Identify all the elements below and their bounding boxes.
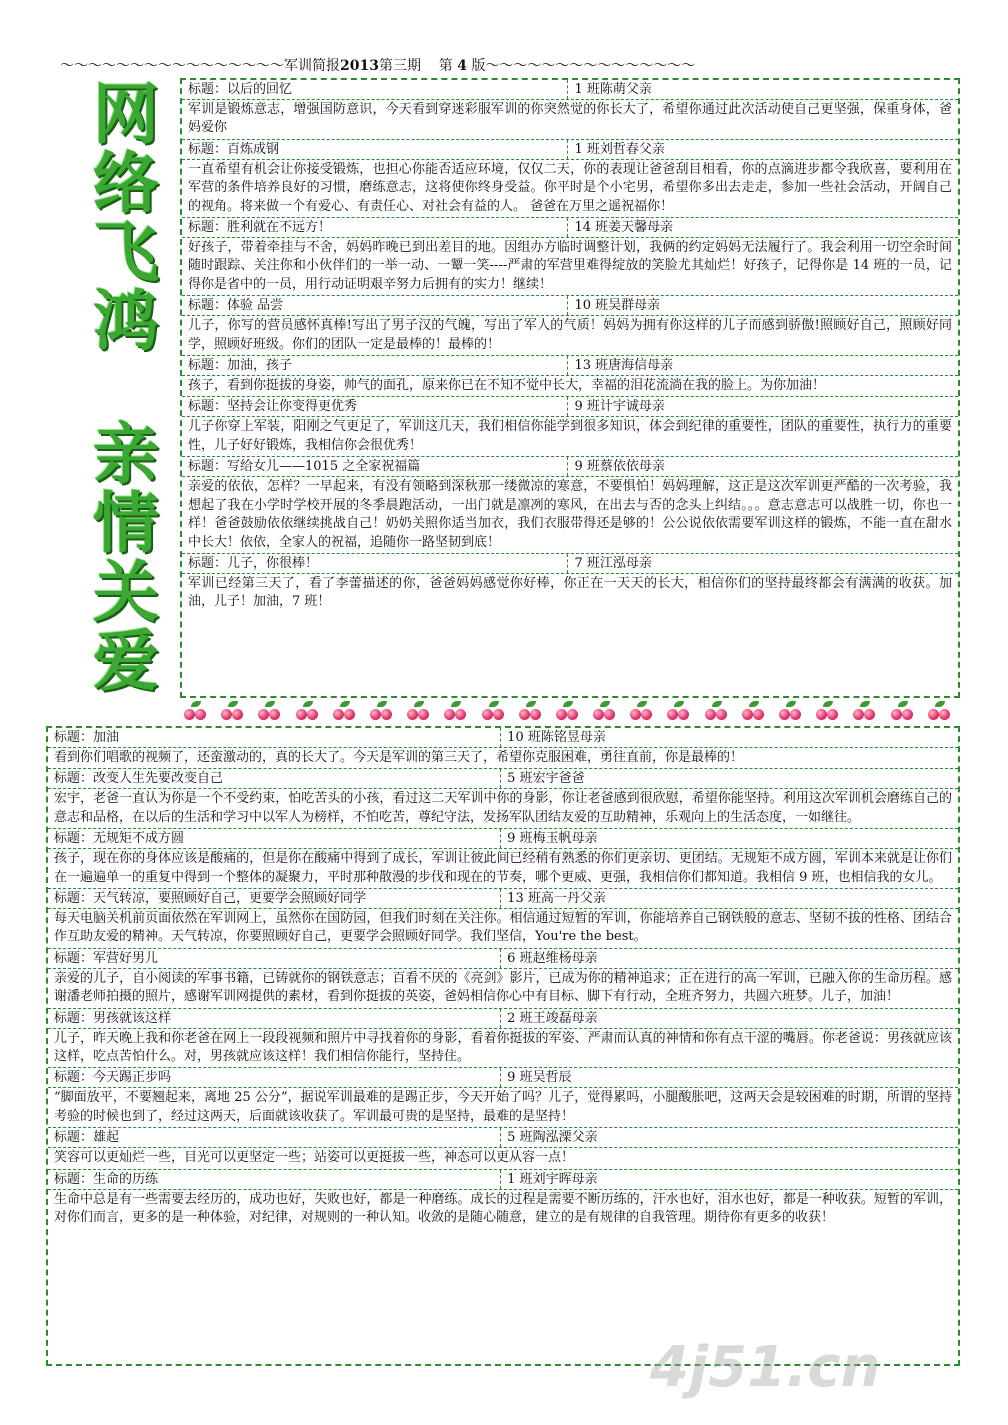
cherry-icon (703, 701, 729, 723)
cherry-icon (405, 701, 431, 723)
message-title: 标题：以后的回忆 (182, 80, 568, 99)
cherry-icon (517, 701, 543, 723)
cherry-icon (182, 701, 208, 723)
side-title (78, 76, 174, 700)
header-wave-right: ～～～～～～～～～～～～～～～ (485, 58, 696, 74)
message-title: 标题：写给女儿——1015 之全家祝福篇 (182, 457, 568, 476)
message-header-row (182, 140, 958, 160)
message-entry (48, 829, 958, 889)
header-wave-left: ～～～～～～～～～～～～～～～～ (60, 58, 284, 74)
message-title: 标题：今天踢正步吗 (48, 1068, 501, 1087)
message-header-row (48, 829, 958, 849)
message-author: 1 班刘宇晖母亲 (507, 1171, 598, 1187)
message-author: 10 班吴群母亲 (574, 298, 661, 314)
side-title-char: 鸿 (93, 283, 159, 360)
message-title: 标题：儿子，你很棒！ (182, 554, 568, 573)
message-entry (48, 1068, 958, 1128)
message-body: 军训是锻炼意志，增强国防意识，今天看到穿迷彩服军训的你突然觉的你长大了，希望你通过此次活动使自己更坚强，保重身体，爸妈爱你 (188, 102, 952, 136)
header-edition-suffix: 版 (471, 58, 486, 74)
message-body: 一直希望有机会让你接受锻炼，也担心你能否适应环境，仅仅二天，你的表现让爸爸刮目相看，你的点滴进步都令我欣喜，要利用在军营的条件培养良好的习惯，磨练意志，这将使你终身受益。你平时是个小宅男，希望你多出去走走，参加一些社会活动，开阔自己的视角。将来做一个有爱心、有责任心、对社会有益的人。 爸爸在万里之遥祝福你！ (188, 161, 952, 214)
message-body: 孩子，看到你挺拔的身姿，帅气的面孔，原来你已在不知不觉中长大，幸福的泪花流淌在我的脸上。为你加油！ (188, 378, 826, 394)
message-header-row (182, 397, 958, 417)
cherry-icon (368, 701, 394, 723)
message-header-row (182, 356, 958, 376)
side-title-char: 爱 (93, 623, 159, 700)
message-title: 标题：军营好男儿 (48, 949, 501, 968)
message-author: 14 班姜天馨母亲 (574, 220, 674, 236)
message-author: 10 班陈铭昱母亲 (507, 730, 606, 745)
side-title-char: 情 (93, 485, 159, 562)
cherry-icon (851, 701, 877, 723)
message-title: 标题：雄起 (48, 1128, 501, 1147)
side-title-char: 飞 (93, 214, 159, 291)
message-body: 看到你们唱歌的视频了，还蛮激动的，真的长大了。今天是军训的第三天了，希望你克服困难，勇往直前，你是最棒的！ (54, 750, 744, 765)
message-author: 9 班蔡依依母亲 (574, 459, 665, 475)
cherry-icon (926, 701, 952, 723)
side-title-char: 络 (93, 145, 159, 222)
message-body: 军训已经第三天了，看了李蕾描述的你，爸爸妈妈感觉你好棒，你正在一天天的长大，相信你们的坚持最终都会有满满的收获。加油，儿子！加油，7 班！ (188, 575, 952, 610)
message-title: 标题：百炼成钢 (182, 140, 568, 159)
cherry-divider (182, 700, 952, 724)
watermark-logo: 4j51.cn (650, 1335, 881, 1400)
cherry-icon (294, 701, 320, 723)
header-edition-prefix: 第 (438, 58, 453, 74)
header-title: 军训简报 (284, 58, 340, 74)
message-title: 标题：生命的历练 (48, 1170, 501, 1189)
message-header-row (48, 1170, 958, 1190)
side-title-char: 亲 (93, 416, 159, 493)
message-header-row (48, 949, 958, 969)
message-entry (48, 1009, 958, 1069)
cherry-icon (889, 701, 915, 723)
message-header-row (48, 889, 958, 909)
message-body: 好孩子，带着牵挂与不舍，妈妈昨晚已到出差目的地。因组办方临时调整计划，我俩的约定妈妈无法履行了。我会利用一切空余时间随时跟踪、关注你和小伙伴们的一举一动、一颦一笑----严肃的军营里难得绽放的笑脸尤其灿烂！好孩子，记得你是 14 班的一员，记得你是省中的一员，用行动证明艰辛努力后拥有的实力！继续！ (188, 240, 952, 292)
message-title: 标题：加油，孩子 (182, 356, 568, 375)
message-entry (48, 769, 958, 829)
message-header-row (182, 554, 958, 574)
message-header-row (48, 1068, 958, 1088)
message-author: 13 班唐海信母亲 (574, 358, 674, 374)
page-header (60, 55, 950, 75)
message-entry (182, 457, 958, 554)
header-year: 2013 (340, 58, 379, 74)
message-entry (182, 296, 958, 356)
message-author: 1 班刘哲春父亲 (574, 141, 665, 157)
message-title: 标题：男孩就该这样 (48, 1009, 501, 1028)
message-author: 5 班宏宇爸爸 (507, 771, 585, 787)
message-header-row (182, 457, 958, 477)
top-messages-panel (180, 78, 960, 698)
message-header-row (182, 218, 958, 238)
message-entry (182, 397, 958, 457)
message-header-row (48, 728, 958, 748)
header-issue: 第三期 (378, 58, 421, 74)
message-body: 宏宇，老爸一直认为你是一个不受约束，怕吃苦头的小孩，看过这二天军训中你的身影，你让老爸感到很欣慰，希望你能坚持。利用这次军训机会磨练自己的意志和品格，在以后的生活和学习中以军人为榜样，不怕吃苦，尊纪守法，发扬军队团结友爱的互助精神，乐观向上的生活态度，一如继往。 (54, 791, 952, 825)
cherry-icon (591, 701, 617, 723)
cherry-icon (814, 701, 840, 723)
message-author: 1 班陈萌父亲 (574, 82, 652, 97)
message-body: 亲爱的依依，怎样？一早起来，有没有领略到深秋那一缕微凉的寒意，不要惧怕！妈妈理解，这正是这次军训更严酷的一次考验，我想起了我在小学时学校开展的冬季晨跑活动，一出门就是凛冽的寒风，在出去与否的念头上纠结。。。意志意志可以战胜一切，你也一样！爸爸鼓励依依继续挑战自己！奶奶关照你适当加衣，我们衣服带得还是够的！公公说依依需要军训这样的锻炼，不能一直在甜水中长大！依依，全家人的祝福，追随你一路坚韧到底！ (188, 479, 952, 550)
message-entry (48, 1128, 958, 1169)
message-author: 9 班梅玉帆母亲 (507, 831, 598, 847)
message-author: 9 班吴哲辰 (507, 1070, 572, 1086)
cherry-icon (442, 701, 468, 723)
message-entry (182, 554, 958, 613)
message-body: 每天电脑关机前页面依然在军训网上，虽然你在国防园，但我们时刻在关注你。相信通过短暂的军训，你能培养自己钢铁般的意志、坚韧不拔的性格、团结合作互助友爱的精神。天气转凉，你要照顾好自己，更要学会照顾好同学。我们坚信，You're the best。 (54, 911, 952, 945)
message-header-row (48, 1128, 958, 1148)
message-body: 孩子，现在你的身体应该是酸痛的，但是你在酸痛中得到了成长，军训让彼此间已经稍有熟悉的你们更亲切、更团结。无规矩不成方圆，军训本来就是让你们在一遍遍单一的重复中得到一个整体的凝聚力，平时那种散漫的步伐和现在的节奏，哪个更威、更强，我相信你们都知道。我相信 9 班，也相信我的女儿。 (54, 851, 952, 885)
message-entry (48, 889, 958, 949)
side-title-char: 关 (93, 554, 159, 631)
message-body: 儿子你穿上军装，阳刚之气更足了，军训这几天，我们相信你能学到很多知识，体会到纪律的重要性，团队的重要性，执行力的重要性，儿子好好锻炼，我相信你会很优秀！ (188, 419, 952, 453)
cherry-icon (777, 701, 803, 723)
message-header-row (48, 769, 958, 789)
message-title: 标题：坚持会让你变得更优秀 (182, 397, 568, 416)
message-title: 标题：加油 (48, 728, 501, 747)
header-edition-num: 4 (457, 58, 467, 74)
message-title: 标题：胜利就在不远方！ (182, 218, 568, 237)
message-entry (182, 356, 958, 397)
message-header-row (182, 80, 958, 100)
cherry-icon (740, 701, 766, 723)
cherry-icon (554, 701, 580, 723)
message-author: 2 班王竣磊母亲 (507, 1010, 598, 1026)
cherry-icon (256, 701, 282, 723)
message-title: 标题：天气转凉，要照顾好自己，更要学会照顾好同学 (48, 889, 501, 908)
message-body: 笑容可以更灿烂一些，目光可以更坚定一些；站姿可以更挺拔一些，神态可以更从容一点！ (54, 1150, 575, 1166)
message-title: 标题：体验 品尝 (182, 296, 568, 315)
message-body: 亲爱的儿子，自小阅读的军事书籍，已铸就你的钢铁意志；百看不厌的《亮剑》影片，已成为你的精神追求；正在进行的高一军训，已融入你的生命历程。感谢潘老师拍摄的照片，感谢军训网提供的素材，看到你挺拔的英姿，爸妈相信你心中有目标、脚下有行动，全班齐努力，共圆六班梦。儿子，加油！ (54, 970, 952, 1005)
cherry-icon (219, 701, 245, 723)
message-header-row (182, 296, 958, 316)
message-author: 6 班赵维杨母亲 (507, 950, 598, 966)
message-author: 5 班陶泓溧父亲 (507, 1130, 598, 1146)
message-entry (48, 949, 958, 1009)
message-body: 儿子，你写的营员感怀真棒!写出了男子汉的气魄，写出了军人的气质！妈妈为拥有你这样的儿子而感到骄傲!照顾好自己，照顾好同学，照顾好班级。你们的团队一定是最棒的！最棒的！ (188, 318, 952, 352)
message-entry (48, 728, 958, 769)
message-title: 标题：改变人生先要改变自己 (48, 769, 501, 788)
cherry-icon (628, 701, 654, 723)
message-entry (182, 80, 958, 140)
bottom-messages-panel (46, 726, 960, 1366)
message-entry (182, 140, 958, 218)
message-entry (48, 1170, 958, 1229)
cherry-icon (665, 701, 691, 723)
message-author: 7 班江泓母亲 (574, 555, 652, 571)
cherry-icon (331, 701, 357, 723)
cherry-icon (480, 701, 506, 723)
message-author: 13 班高一丹父亲 (507, 891, 606, 907)
message-title: 标题：无规矩不成方圆 (48, 829, 501, 848)
message-entry (182, 218, 958, 296)
message-body: 生命中总是有一些需要去经历的，成功也好，失败也好，都是一种磨练。成长的过程是需要不断历练的，汗水也好，泪水也好，都是一种收获。短暂的军训，对你们而言，更多的是一种体验，对纪律，对规则的一种认知。收敛的是随心随意，建立的是有规律的自我管理。期待你有更多的收获！ (54, 1191, 952, 1226)
message-body: 儿子，昨天晚上我和你老爸在网上一段段视频和照片中寻找着你的身影，看着你挺拔的军姿、严肃而认真的神情和你有点干涩的嘴唇。你老爸说：男孩就应该这样，吃点苦怕什么。对，男孩就应该这样！我们相信你能行，坚持住。 (54, 1030, 952, 1065)
side-title-char: 网 (93, 76, 159, 153)
message-body: “脚面放平，不要翘起来，离地 25 公分”，据说军训最难的是踢正步，今天开始了吗？儿子，觉得累吗，小腿酸胀吧，这两天会是较困难的时期，所谓的坚持考验的时候也到了，经过这两天，后面就该收获了。军训最可贵的是坚持，最难的是坚持！ (54, 1090, 952, 1124)
message-author: 9 班计宇诚母亲 (574, 399, 665, 415)
message-header-row (48, 1009, 958, 1029)
